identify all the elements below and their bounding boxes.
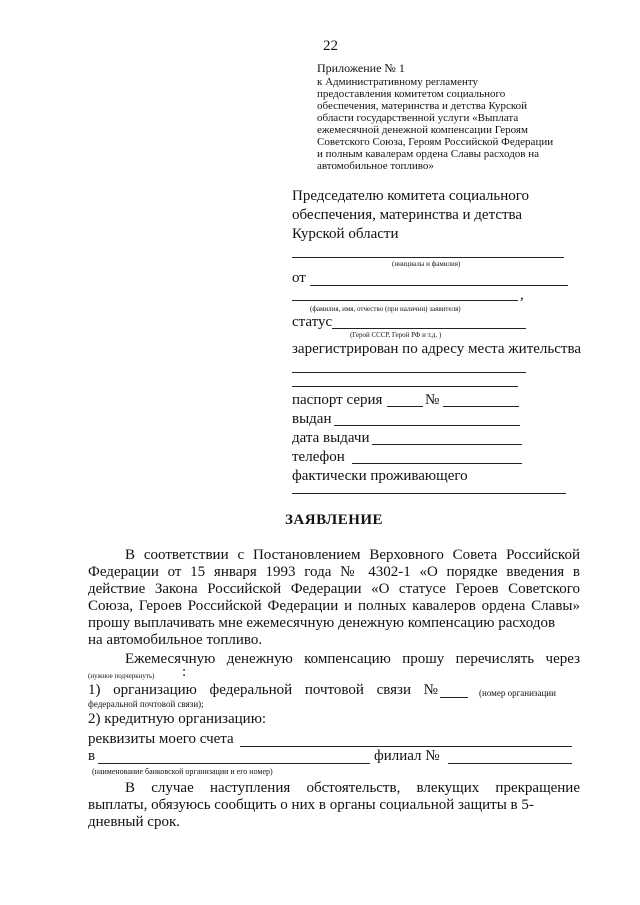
addressee-line: Курской области xyxy=(292,226,399,242)
paragraph-1 xyxy=(88,547,580,649)
appendix-title: Приложение № 1 xyxy=(317,61,405,75)
comma: , xyxy=(520,287,524,303)
addressee-line: Председателю комитета социального xyxy=(292,188,530,204)
registered-label: зарегистрирован по адресу места жительства xyxy=(292,341,581,357)
from-field[interactable] xyxy=(310,285,568,286)
status-field[interactable] xyxy=(332,328,526,329)
appendix-line: и полным кавалерам ордена Славы расходов на xyxy=(317,148,539,160)
passport-series-field[interactable] xyxy=(387,406,423,407)
issued-field[interactable] xyxy=(334,425,520,426)
passport-number-field[interactable] xyxy=(443,406,519,407)
page-number: 22 xyxy=(323,38,338,54)
passport-label: паспорт серия xyxy=(292,392,383,408)
applicant-name-caption: (фамилия, имя, отчество (при наличии) заявителя) xyxy=(310,305,461,313)
paragraph-3-text: В случае наступления обстоятельств, влекущих прекращение выплаты, обязуюсь сообщить о них в органы социальной защиты в 5- xyxy=(88,780,580,813)
actual-residence-label: фактически проживающего xyxy=(292,468,468,484)
paragraph-3 xyxy=(88,780,580,831)
paragraph-2: Ежемесячную денежную компенсацию прошу перечислять через xyxy=(125,651,580,667)
option-1-note: (номер организации xyxy=(479,688,556,698)
branch-number-field[interactable] xyxy=(448,763,572,764)
bank-caption: (наименование банковской организации и его номер) xyxy=(92,767,273,776)
applicant-name-field[interactable] xyxy=(292,300,518,301)
issued-label: выдан xyxy=(292,411,332,427)
paragraph-3-last: дневный срок. xyxy=(88,814,180,830)
actual-residence-field[interactable] xyxy=(292,493,566,494)
paragraph-1-last: на автомобильное топливо. xyxy=(88,632,263,648)
from-label: от xyxy=(292,270,306,286)
appendix-line: предоставления комитетом социального xyxy=(317,88,506,100)
option-2: 2) кредитную организацию: xyxy=(88,711,267,727)
phone-field[interactable] xyxy=(352,463,522,464)
initials-field[interactable] xyxy=(292,257,564,258)
issue-date-field[interactable] xyxy=(372,444,522,445)
appendix-line: области государственной услуги «Выплата xyxy=(317,112,519,124)
document-heading: ЗАЯВЛЕНИЕ xyxy=(285,512,384,528)
paragraph-1-text: В соответствии с Постановлением Верховного Совета Российской Федерации от 15 января 1993 года № 4302-1 «О порядке введения в действие Закона Российской Федерации «О статусе Героев Советского Союза, Героев Российской Федерации и полных кавалеров ордена Славы» прошу выплачивать мне ежемесячную денежную компенсацию расходов xyxy=(88,547,580,631)
issue-date-label: дата выдачи xyxy=(292,430,370,446)
appendix-line: к Административному регламенту xyxy=(317,76,479,88)
account-label: реквизиты моего счета xyxy=(88,731,234,747)
appendix-line: ежемесячной денежной компенсации Героям xyxy=(317,124,528,136)
address-field-1[interactable] xyxy=(292,372,526,373)
option-1-note-cont: федеральной почтовой связи); xyxy=(88,699,204,709)
underline-note: (нужное подчеркнуть) xyxy=(88,672,155,680)
addressee-line: обеспечения, материнства и детства xyxy=(292,207,523,223)
initials-caption: (инициалы и фамилия) xyxy=(392,260,461,268)
number-sign: № xyxy=(425,392,440,408)
address-field-2[interactable] xyxy=(292,386,518,387)
status-caption: (Герой СССР, Герой РФ и т.д. ) xyxy=(350,331,442,339)
phone-label: телефон xyxy=(292,449,345,465)
branch-label: филиал № xyxy=(374,748,440,764)
option-1: 1) организацию федеральной почтовой связи № xyxy=(88,682,438,698)
appendix-line: автомобильное топливо» xyxy=(317,160,434,172)
appendix-line: Советского Союза, Героям Российской Федерации xyxy=(317,136,554,148)
appendix-line: обеспечения, материнства и детства Курской xyxy=(317,100,528,112)
bank-name-field[interactable] xyxy=(98,763,370,764)
post-office-number-field[interactable] xyxy=(440,697,468,698)
colon: : xyxy=(182,664,187,680)
in-label: в xyxy=(88,748,96,764)
account-field[interactable] xyxy=(240,746,572,747)
status-label: статус xyxy=(292,314,333,330)
